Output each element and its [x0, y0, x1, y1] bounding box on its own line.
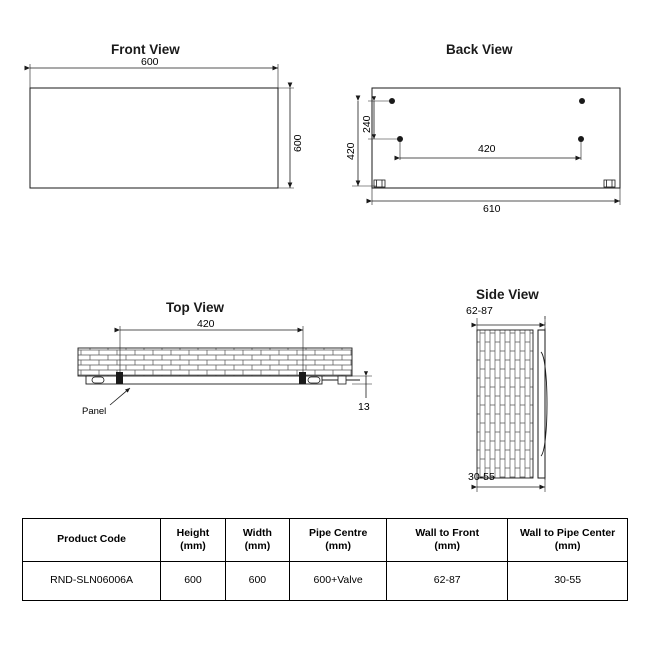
cell-height: 600 [161, 562, 226, 601]
back-top-offset-dimension: 240 [361, 115, 373, 133]
top-depth-dimension: 13 [358, 401, 370, 413]
front-width-dimension: 600 [141, 56, 159, 68]
cell-product-code: RND-SLN06006A [23, 562, 161, 601]
header-unit: (mm) [244, 540, 271, 552]
front-view-title: Front View [111, 42, 180, 57]
header-name: Width [242, 526, 272, 539]
back-view-title: Back View [446, 42, 513, 57]
back-overall-width-dimension: 610 [483, 203, 501, 215]
front-view-geometry [30, 64, 294, 188]
cell-wall-to-pipe-center: 30-55 [508, 562, 628, 601]
column-header-product-code [23, 519, 161, 562]
side-view-title: Side View [476, 287, 539, 302]
side-wall-to-front-dimension: 62-87 [466, 305, 493, 317]
column-header-wall-to-pipe-center [508, 519, 628, 562]
header-name: Wall to Pipe Center [519, 526, 616, 539]
header-unit: (mm) [325, 540, 351, 552]
top-bracket-spacing-dimension: 420 [197, 318, 215, 330]
cell-pipe-centre: 600+Valve [290, 562, 387, 601]
top-view-title: Top View [166, 300, 225, 315]
header-unit: (mm) [434, 540, 461, 552]
column-header-height [161, 519, 226, 562]
table-header-row [23, 519, 628, 562]
panel-callout-label: Panel [82, 406, 107, 417]
cell-width: 600 [225, 562, 289, 601]
header-unit: (mm) [180, 540, 206, 552]
back-bracket-spacing-dimension: 420 [478, 143, 496, 155]
table-row [23, 562, 628, 601]
column-header-pipe-centre [290, 519, 387, 562]
header-unit: (mm) [554, 540, 581, 552]
cell-wall-to-front: 62-87 [387, 562, 508, 601]
column-header-wall-to-front [387, 519, 508, 562]
header-name: Pipe Centre [308, 526, 368, 539]
top-view-geometry [78, 326, 372, 405]
back-height-dimension: 420 [345, 142, 357, 160]
header-name: Height [176, 526, 210, 539]
header-name: Wall to Front [415, 526, 480, 539]
side-view-geometry [477, 316, 547, 492]
side-wall-to-pipe-dimension: 30-55 [468, 471, 495, 483]
header-name: Product Code [57, 533, 126, 546]
specification-table [22, 518, 628, 601]
column-header-width [225, 519, 289, 562]
front-height-dimension: 600 [292, 134, 304, 152]
